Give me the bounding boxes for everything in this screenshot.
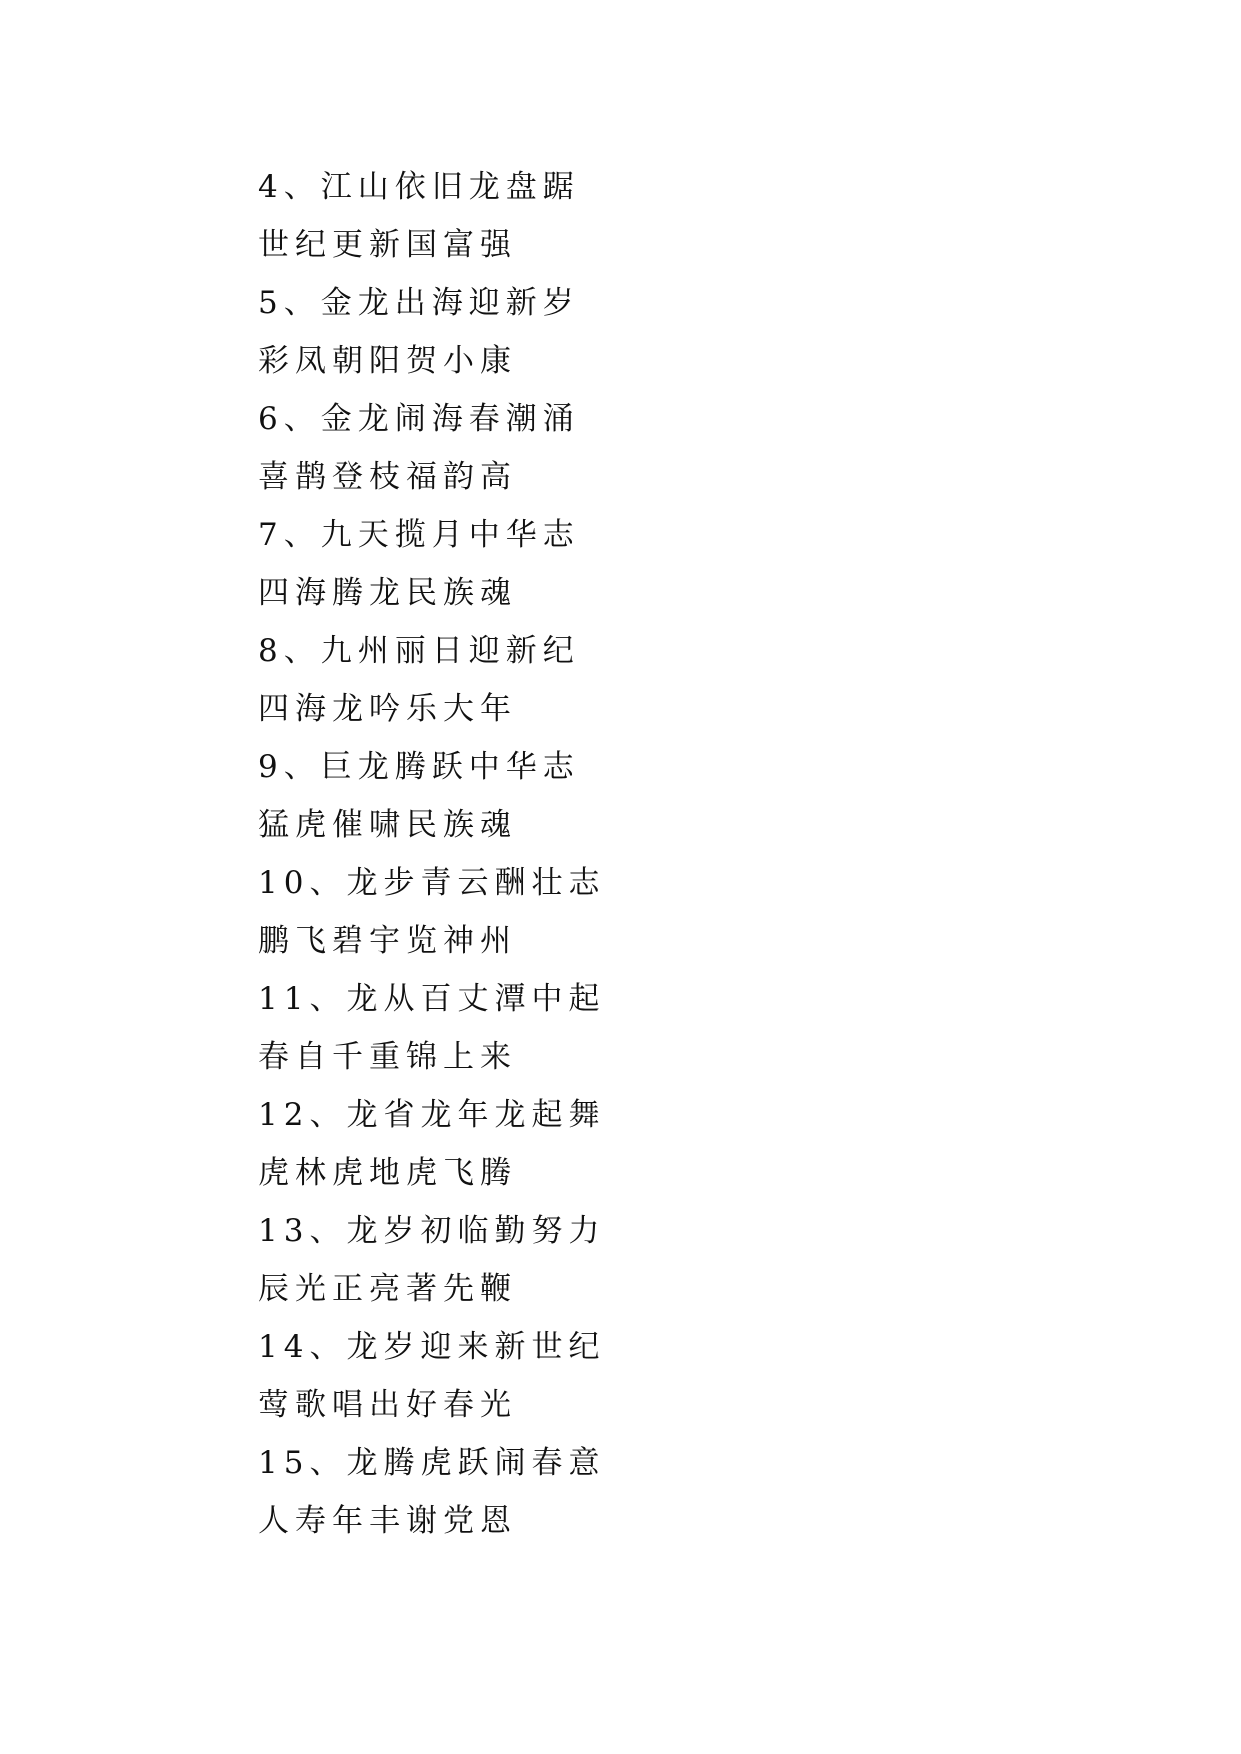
couplet-line: 彩凤朝阳贺小康 bbox=[258, 343, 517, 379]
couplet-line: 11、龙从百丈潭中起 bbox=[258, 981, 606, 1017]
couplet-line: 春自千重锦上来 bbox=[258, 1039, 517, 1075]
couplet-line: 5、金龙出海迎新岁 bbox=[258, 285, 580, 321]
couplet-line: 四海龙吟乐大年 bbox=[258, 691, 517, 727]
couplet-list bbox=[258, 158, 1018, 1550]
couplet-line: 四海腾龙民族魂 bbox=[258, 575, 517, 611]
couplet-line: 12、龙省龙年龙起舞 bbox=[258, 1097, 606, 1133]
couplet-line: 13、龙岁初临勤努力 bbox=[258, 1213, 606, 1249]
couplet-line: 猛虎催啸民族魂 bbox=[258, 807, 517, 843]
couplet-line: 虎林虎地虎飞腾 bbox=[258, 1155, 517, 1191]
couplet-line: 人寿年丰谢党恩 bbox=[258, 1503, 517, 1539]
couplet-line: 喜鹊登枝福韵高 bbox=[258, 459, 517, 495]
couplet-line: 6、金龙闹海春潮涌 bbox=[258, 401, 580, 437]
couplet-line: 世纪更新国富强 bbox=[258, 227, 517, 263]
couplet-line: 9、巨龙腾跃中华志 bbox=[258, 749, 580, 785]
couplet-line: 辰光正亮著先鞭 bbox=[258, 1271, 517, 1307]
couplet-line: 4、江山依旧龙盘踞 bbox=[258, 169, 580, 205]
couplet-line: 14、龙岁迎来新世纪 bbox=[258, 1329, 606, 1365]
couplet-line: 15、龙腾虎跃闹春意 bbox=[258, 1445, 606, 1481]
couplet-line: 8、九州丽日迎新纪 bbox=[258, 633, 580, 669]
couplet-line: 10、龙步青云酬壮志 bbox=[258, 865, 606, 901]
couplet-line: 鹏飞碧宇览神州 bbox=[258, 923, 517, 959]
couplet-line: 7、九天揽月中华志 bbox=[258, 517, 580, 553]
couplet-line: 莺歌唱出好春光 bbox=[258, 1387, 517, 1423]
